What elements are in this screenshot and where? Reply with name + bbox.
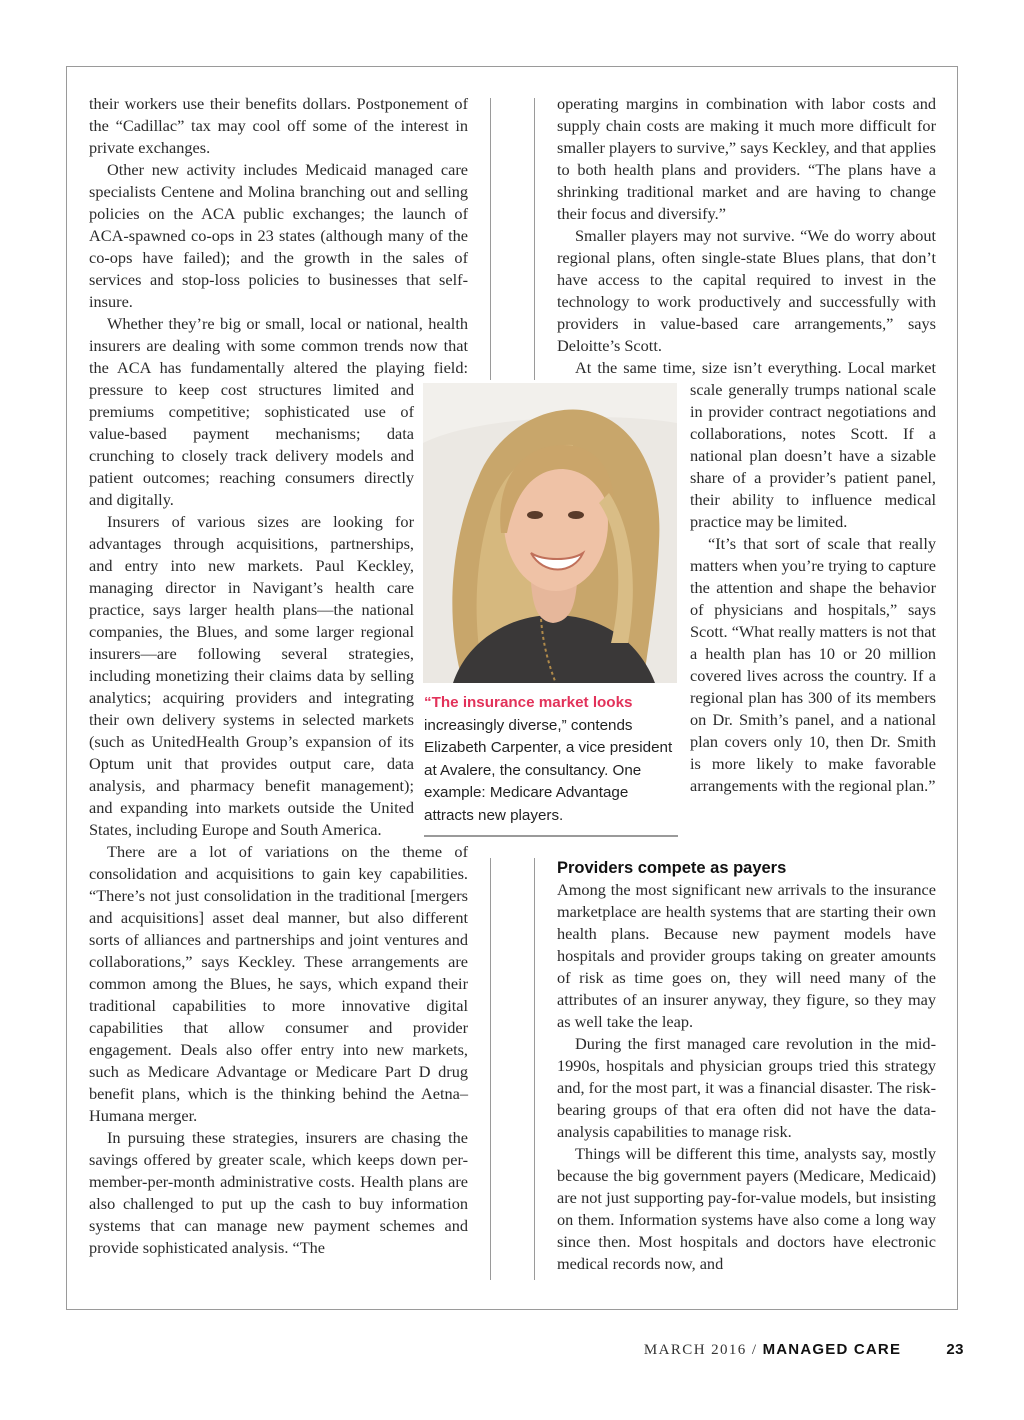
- column-rule: [490, 98, 491, 380]
- caption-rule: [424, 835, 678, 837]
- portrait-photo: [423, 383, 677, 683]
- paragraph: operating margins in combination with labor costs and supply chain costs are making it much more difficult for smaller players to survive,” says Keckley, and that applies to both health plans and providers. “The plans have a shrinking traditional market and are having to change their focus and diversify.”: [557, 94, 936, 223]
- paragraph: During the first managed care revolution in the mid-1990s, hospitals and physician groups tried this strategy and, for the most part, it was a financial disaster. The risk-bearing groups of that era often did not have the data-analysis capabilities to manage risk.: [557, 1034, 936, 1141]
- paragraph: At the same time, size isn’t everything. Local market scale generally trumps national scale in provider contract negotiations and collaborations, notes Scott. If a national plan doesn’t have a sizable share of a provider’s patient panel, their ability to influence medical practice may be limited.: [575, 358, 936, 531]
- left-column: [89, 93, 468, 1259]
- photo-caption: [424, 692, 676, 827]
- issue-date: MARCH 2016: [643, 1342, 747, 1358]
- page-footer: [644, 1341, 964, 1359]
- paragraph: Insurers of various sizes are looking for advantages through acquisitions, partnerships, and entry into new markets. Paul Keckley, managing director in Navigant’s health care practice, says larger health plans—the national companies, the Blues, and some larger regional insurers—are following several strategies, including monetizing their claims data by selling analytics; acquiring providers and integrating their own delivery systems in selected markets (such as UnitedHealth Group’s expansion of its Optum unit that provides output care, data analysis, and pharmacy benefit management); and expanding into markets outside the United States, including Europe and South America.: [89, 512, 414, 839]
- footer-separator: /: [751, 1342, 758, 1358]
- section-subhead: Providers compete as payers: [557, 859, 787, 877]
- paragraph: Among the most significant new arrivals to the insurance marketplace are health systems that are starting their own health plans. Because new payment models have hospitals and provider groups taking on greater amounts of risk as time goes on, they will need many of the attributes of an insurer anyway, they figure, so they may as well take the leap.: [557, 880, 936, 1031]
- paragraph: Things will be different this time, analysts say, mostly because the big government payers (Medicare, Medicaid) are not just supporting pay-for-value models, but insisting on them. Information systems have also come a long way since then. Most hospitals and doctors have electronic medical records now, and: [557, 1144, 936, 1273]
- column-rule: [534, 98, 535, 380]
- paragraph: their workers use their benefits dollars. Postponement of the “Cadillac” tax may cool off some of the interest in private exchanges.: [89, 94, 468, 157]
- paragraph: “It’s that sort of scale that really matters when you’re trying to capture the attention and shape the behavior of physicians and hospitals,” says Scott. “What really matters is not that a health plan has 10 or 20 million covered lives across the country. If a regional plan has 300 of its members on Dr. Smith’s panel, and a national plan covers only 10, then Dr. Smith is more likely to make favorable arrangements with the regional plan.”: [690, 534, 936, 795]
- paragraph: Smaller players may not survive. “We do worry about regional plans, often single-state Blues plans, that don’t have access to the capital required to invest in the technology to work productively and successfully with providers in value-based care arrangements,” says Deloitte’s Scott.: [557, 226, 936, 355]
- right-column: [557, 93, 936, 1275]
- magazine-name: MANAGED CARE: [762, 1341, 902, 1358]
- paragraph: Whether they’re big or small, local or national, health insurers are dealing with some common trends now that the ACA has fundamentally altered the playing field: pressure to keep cost structures limited and premiums competitive; sophisticated use of value-based payment mechanisms; data crunching to closely track delivery models and patient outcomes; reaching consumers directly and digitally.: [89, 314, 468, 509]
- column-rule: [490, 858, 491, 1280]
- paragraph: There are a lot of variations on the theme of consolidation and acquisitions to gain key capabilities. “There’s not just consolidation in the traditional [mergers and acquisitions] asset deal manner, but also different sorts of alliances and partnerships and joint ventures and collaborations,” says Keckley. These arrangements are common among the Blues, he says, which expand their traditional capabilities to more innovative digital capabilities that allow consumer and provider engagement. Deals also offer entry into new markets, such as Medicare Advantage or Medicare Part D drug benefit plans, which is the thinking behind the Aetna–Humana merger.: [89, 842, 468, 1125]
- column-rule: [534, 858, 535, 1280]
- paragraph: Other new activity includes Medicaid managed care specialists Centene and Molina branching out and selling policies on the ACA public exchanges; the launch of ACA-spawned co-ops in 23 states (although many of the co-ops have failed); and the growth in the sales of services and stop-loss policies to businesses that self-insure.: [89, 160, 468, 311]
- caption-lead: “The insurance market looks: [424, 694, 633, 711]
- page-number: 23: [946, 1341, 964, 1358]
- paragraph: In pursuing these strategies, insurers are chasing the savings offered by greater scale, which keeps down per-member-per-month administrative costs. Health plans are also challenged to put up the cash to buy information systems that can manage new payment schemes and provide sophisticated analysis. “The: [89, 1128, 468, 1257]
- caption-text: increasingly diverse,” contends Elizabeth Carpenter, a vice president at Avalere, the consultancy. One example: Medicare Advantage attracts new players.: [424, 716, 673, 824]
